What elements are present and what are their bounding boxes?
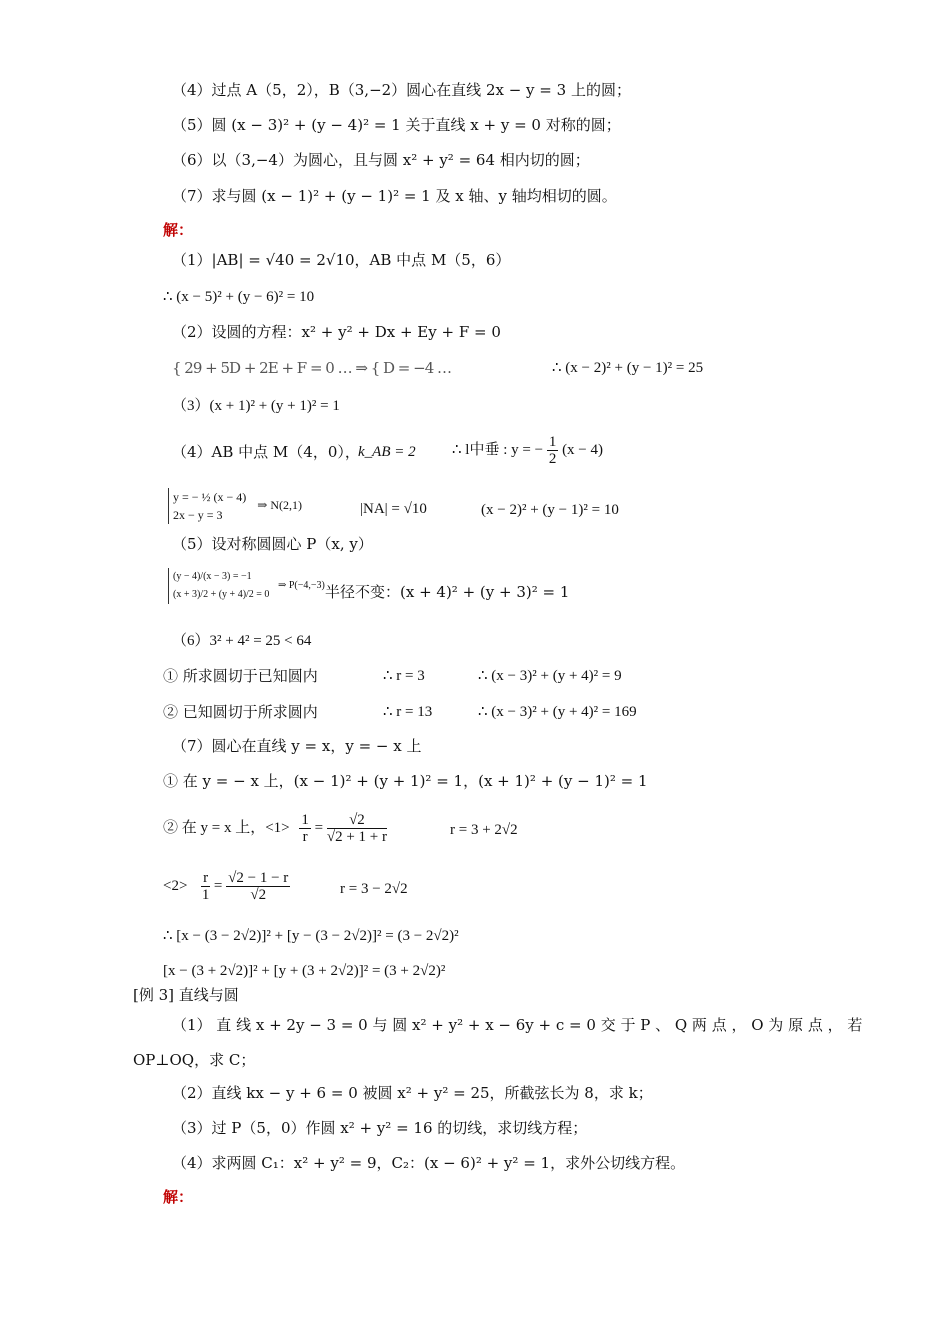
fraction-numerator: 1 xyxy=(548,434,557,451)
answer-4-perp-bisector xyxy=(452,432,603,468)
answer-4-system xyxy=(168,488,302,524)
answer-4-midpoint: （4）AB 中点 M（4，0）， xyxy=(172,443,360,461)
answer-4-fraction xyxy=(547,434,559,467)
answer-1: （1）|AB| = √40 = 2√10，AB 中点 M（5，6） xyxy=(172,251,511,269)
answer-2-result: ∴ (x − 2)² + (y − 1)² = 25 xyxy=(552,360,704,376)
system-brace xyxy=(168,488,246,524)
example-3-q1-cont: OP⊥OQ，求 C； xyxy=(133,1051,256,1069)
answer-6-case-2-result: ∴ (x − 3)² + (y + 4)² = 169 xyxy=(478,704,637,720)
solution-heading: 解： xyxy=(163,221,194,239)
answer-7-result-1: ∴ [x − (3 − 2√2)]² + [y − (3 − 2√2)]² = (3 − 2√2)² xyxy=(163,928,459,944)
case-3-left-fraction xyxy=(201,870,210,903)
answer-2: （2）设圆的方程：x² + y² + Dx + Ey + F = 0 xyxy=(172,323,501,341)
question-5: （5）圆 (x − 3)² + (y − 4)² = 1 关于直线 x + y = 0 对称的圆； xyxy=(172,116,621,134)
answer-3: （3）(x + 1)² + (y + 1)² = 1 xyxy=(172,398,340,414)
equals-sign: = xyxy=(213,878,223,894)
system-brace xyxy=(168,568,269,604)
answer-4-result: (x − 2)² + (y − 1)² = 10 xyxy=(481,502,619,518)
answer-6-case-1-r: ∴ r = 3 xyxy=(383,668,425,684)
answer-4-tail: (x − 4) xyxy=(562,442,604,458)
system-eq-1: y = − ½ (x − 4) xyxy=(173,490,247,504)
system-result: ⇒ P(−4,−3) xyxy=(277,580,325,592)
fraction-denominator: 2 xyxy=(548,451,557,468)
fraction-numerator: r xyxy=(203,870,209,887)
fraction-denominator: √2 xyxy=(250,887,267,904)
answer-7-result-2: [x − (3 + 2√2)]² + [y + (3 + 2√2)]² = (3 + 2√2)² xyxy=(163,963,446,979)
case-3-label: <2> xyxy=(163,878,188,894)
answer-7: （7）圆心在直线 y = x，y = − x 上 xyxy=(172,737,422,755)
fraction-denominator: 1 xyxy=(201,887,210,904)
fraction-denominator: √2 + 1 + r xyxy=(326,829,388,846)
answer-4-slope: k_AB = 2 xyxy=(358,444,416,460)
answer-7-case-1: ① 在 y = − x 上，(x − 1)² + (y + 1)² = 1，(x + 1)² + (y − 1)² = 1 xyxy=(163,772,648,790)
answer-6-case-1-result: ∴ (x − 3)² + (y + 4)² = 9 xyxy=(478,668,622,684)
question-7: （7）求与圆 (x − 1)² + (y − 1)² = 1 及 x 轴、y 轴均相切的圆。 xyxy=(172,187,617,205)
question-4: （4）过点 A（5，2），B（3,−2）圆心在直线 2x − y = 3 上的圆； xyxy=(172,81,631,99)
example-3-q2: （2）直线 kx − y + 6 = 0 被圆 x² + y² = 25，所截弦长为 8，求 k； xyxy=(172,1084,653,1102)
example-3-q4: （4）求两圆 C₁：x² + y² = 9，C₂：(x − 6)² + y² = 1，求外公切线方程。 xyxy=(172,1154,686,1172)
answer-6-case-2: ② 已知圆切于所求圆内 xyxy=(163,703,318,721)
case-3-right-fraction xyxy=(226,870,290,903)
system-eq-1: (y − 4)/(x − 3) = −1 xyxy=(173,571,252,582)
fraction-denominator: r xyxy=(302,829,308,846)
fraction-numerator: √2 xyxy=(327,812,387,829)
answer-6: （6）3² + 4² = 25 < 64 xyxy=(172,633,312,649)
case-2-left-fraction xyxy=(299,812,311,845)
fraction-numerator: 1 xyxy=(301,812,309,829)
solution-heading-2: 解： xyxy=(163,1188,194,1206)
case-2-right-fraction xyxy=(327,812,387,845)
answer-7-case-2 xyxy=(163,808,387,848)
case-2-label: ② 在 y = x 上，<1> xyxy=(163,820,290,836)
answer-7-case-2-result: r = 3 + 2√2 xyxy=(450,822,518,838)
example-3-q3: （3）过 P（5，0）作圆 x² + y² = 16 的切线，求切线方程； xyxy=(172,1119,588,1137)
answer-7-case-3 xyxy=(163,866,290,906)
answer-5-system xyxy=(168,568,325,604)
equals-sign: = xyxy=(314,820,324,836)
system-result: ⇒ N(2,1) xyxy=(257,497,303,512)
answer-6-case-2-r: ∴ r = 13 xyxy=(383,704,433,720)
system-eq-2: 2x − y = 3 xyxy=(173,508,223,522)
example-3-heading: [例 3] 直线与圆 xyxy=(133,986,239,1004)
answer-4-perp-label: ∴ l中垂 : y = − xyxy=(452,442,544,458)
answer-5: （5）设对称圆圆心 P（x, y） xyxy=(172,535,373,553)
fraction-numerator: √2 − 1 − r xyxy=(228,870,289,887)
example-3-q1: （1） 直 线 x + 2y − 3 = 0 与 圆 x² + y² + x − 6y + c = 0 交 于 P 、 Q 两 点 ， O 为 原 点 ， 若 xyxy=(172,1016,863,1034)
question-6: （6）以（3,−4）为圆心，且与圆 x² + y² = 64 相内切的圆； xyxy=(172,151,590,169)
answer-5-result: 半径不变：(x + 4)² + (y + 3)² = 1 xyxy=(325,583,570,601)
system-eq-2: (x + 3)/2 + (y + 4)/2 = 0 xyxy=(173,589,270,600)
answer-7-case-3-result: r = 3 − 2√2 xyxy=(340,881,408,897)
answer-6-case-1: ① 所求圆切于已知圆内 xyxy=(163,667,318,685)
answer-4-na: |NA| = √10 xyxy=(360,501,427,517)
answer-1-result: ∴ (x − 5)² + (y − 6)² = 10 xyxy=(163,289,315,305)
answer-2-system: { 29 + 5D + 2E + F = 0 … ⇒ { D = −4 … xyxy=(172,359,452,377)
